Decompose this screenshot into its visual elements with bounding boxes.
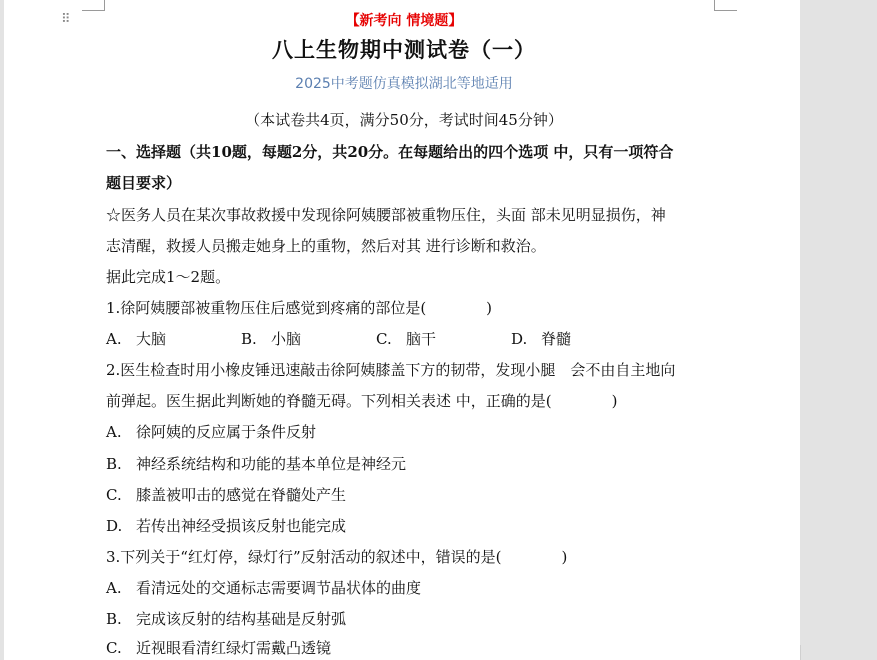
question-2-option-c[interactable]: C. 膝盖被叩击的感觉在脊髓处产生 [106, 486, 347, 504]
question-2-stem-line1: 2.医生检查时用小橡皮锤迅速敲击徐阿姨膝盖下方的韧带，发现小腿 会不由自主地向 [106, 361, 676, 379]
question-1-option-a[interactable]: A. 大脑 [106, 330, 167, 348]
question-1-options [106, 328, 646, 349]
scenario-line1: ☆医务人员在某次事故救援中发现徐阿姨腰部被重物压住，头面 部未见明显损伤，神 [106, 206, 666, 224]
question-1-stem: 1.徐阿姨腰部被重物压住后感觉到疼痛的部位是( ) [106, 299, 493, 317]
question-3-stem: 3.下列关于“红灯停，绿灯行”反射活动的叙述中，错误的是( ) [106, 548, 568, 566]
document-page[interactable] [4, 0, 801, 660]
workspace-background [800, 0, 877, 645]
question-1-option-b[interactable]: B. 小脑 [241, 330, 302, 348]
question-1-option-c[interactable]: C. 脑干 [376, 330, 437, 348]
section-heading-line2: 题目要求） [106, 174, 182, 192]
page-title: 八上生物期中测试卷（一） [272, 38, 536, 62]
question-3-option-b[interactable]: B. 完成该反射的结构基础是反射弧 [106, 610, 347, 628]
question-2-option-b[interactable]: B. 神经系统结构和功能的基本单位是神经元 [106, 455, 407, 473]
question-2-option-d[interactable]: D. 若传出神经受损该反射也能完成 [106, 517, 347, 535]
question-3-option-a[interactable]: A. 看清远处的交通标志需要调节晶状体的曲度 [106, 579, 422, 597]
question-2-stem-line2: 前弹起。医生据此判断她的脊髓无碍。下列相关表述 中，正确的是( ) [106, 392, 618, 410]
instruction-line: 据此完成1～2题。 [106, 268, 231, 286]
exam-note: （本试卷共4页，满分50分，考试时间45分钟） [245, 111, 563, 129]
question-3-option-c[interactable]: C. 近视眼看清红绿灯需戴凸透镜 [106, 639, 332, 657]
scenario-line2: 志清醒，救援人员搬走她身上的重物，然后对其 进行诊断和救治。 [106, 237, 546, 255]
page-subtitle: 2025中考题仿真模拟湖北等地适用 [295, 76, 513, 92]
question-2-option-a[interactable]: A. 徐阿姨的反应属于条件反射 [106, 423, 317, 441]
section-heading-line1: 一、选择题（共10题，每题2分，共20分。在每题给出的四个选项 中，只有一项符合 [106, 143, 674, 161]
exam-tag: 【新考向 情境题】 [345, 13, 463, 29]
question-1-option-d[interactable]: D. 脊髓 [511, 330, 572, 348]
drag-handle-icon[interactable]: ⠿ [61, 12, 70, 27]
